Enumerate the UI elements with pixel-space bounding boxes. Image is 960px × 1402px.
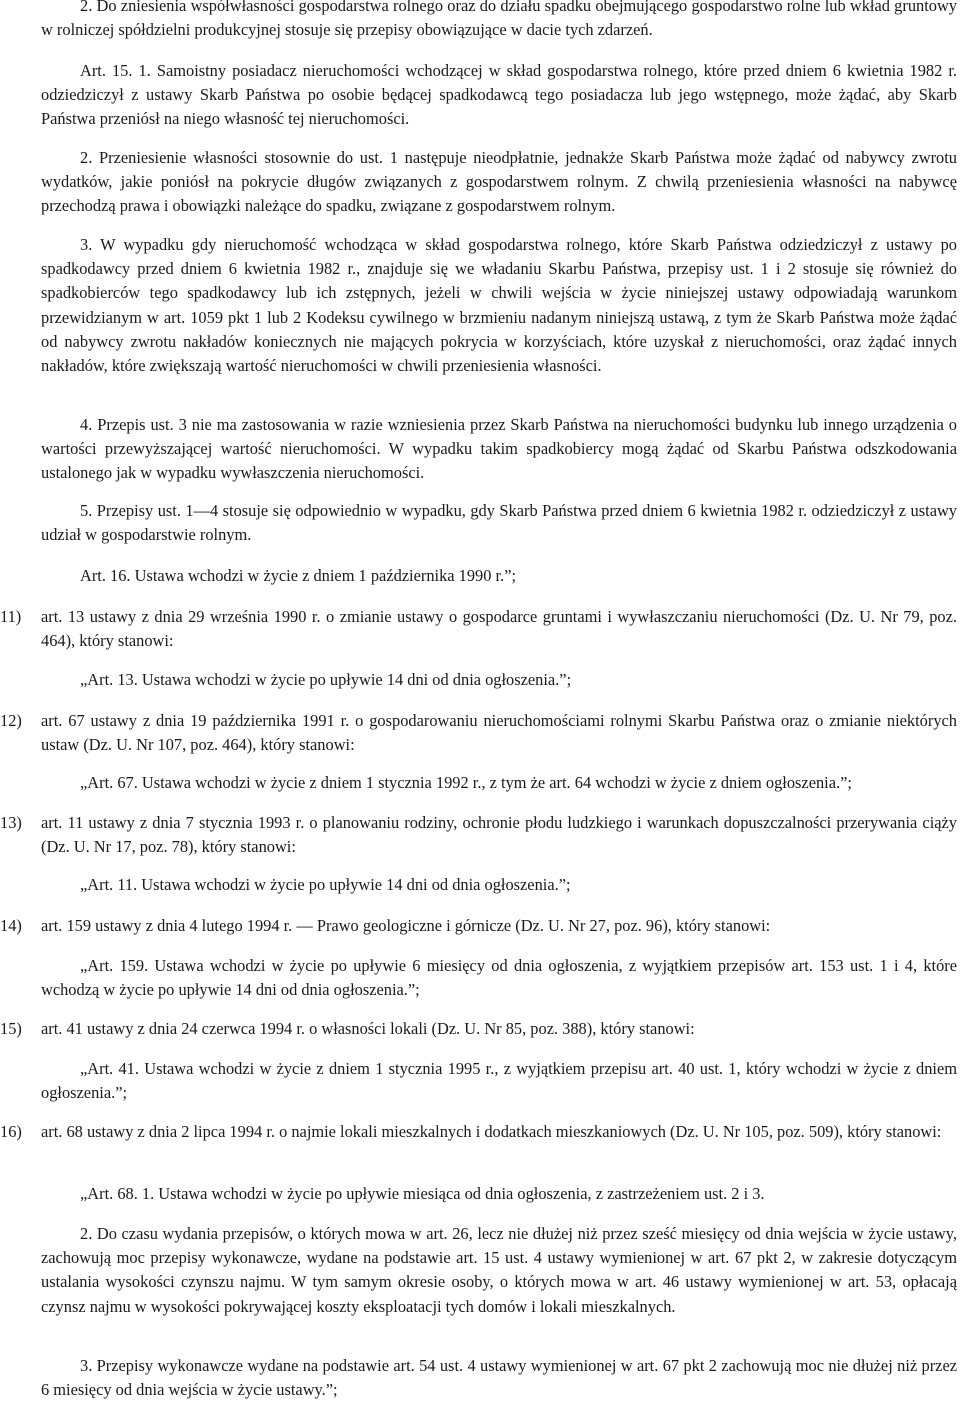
list-item-number: 13)	[0, 813, 22, 832]
list-item-text: art. 41 ustawy z dnia 24 czerwca 1994 r. o własności lokali (Dz. U. Nr 85, poz. 388), który stanowi:	[41, 1019, 695, 1038]
paragraph: „Art. 41. Ustawa wchodzi w życie z dniem 1 stycznia 1995 r., z wyjątkiem przepisu art. 40 ust. 1, który wchodzi w życie z dniem ogłoszenia.”;	[41, 1059, 957, 1103]
list-item-number: 11)	[0, 607, 22, 626]
paragraph: 3. Przepisy wykonawcze wydane na podstawie art. 54 ust. 4 ustawy wymienionej w art. 67 pkt 2 zachowują moc nie dłużej niż przez 6 miesięcy od dnia wejścia w życie ustawy.”;	[41, 1356, 957, 1400]
list-item-text: art. 159 ustawy z dnia 4 lutego 1994 r. — Prawo geologiczne i górnicze (Dz. U. Nr 27, poz. 96), który stanowi:	[41, 916, 771, 935]
list-item-number: 12)	[0, 711, 22, 730]
list-item-text: art. 68 ustawy z dnia 2 lipca 1994 r. o najmie lokali mieszkalnych i dodatkach mieszkaniowych (Dz. U. Nr 105, poz. 509), który stanowi:	[41, 1122, 942, 1141]
paragraph: Art. 16. Ustawa wchodzi w życie z dniem 1 października 1990 r.”;	[80, 566, 517, 585]
list-item-number: 14)	[0, 916, 22, 935]
paragraph: „Art. 159. Ustawa wchodzi w życie po upływie 6 miesięcy od dnia ogłoszenia, z wyjątkiem przepisów art. 153 ust. 1 i 4, które wchodzą w życie po upływie 14 dni od dnia ogłoszenia.”;	[41, 956, 957, 1000]
paragraph: „Art. 13. Ustawa wchodzi w życie po upływie 14 dni od dnia ogłoszenia.”;	[80, 670, 572, 689]
list-item-text: art. 67 ustawy z dnia 19 października 1991 r. o gospodarowaniu nieruchomościami rolnymi Skarbu Państwa oraz o zmianie niektórych ustaw (Dz. U. Nr 107, poz. 464), który stanowi:	[41, 711, 957, 755]
paragraph: 2. Do zniesienia współwłasności gospodarstwa rolnego oraz do działu spadku obejmującego gospodarstwo rolne lub wkład gruntowy w rolniczej spółdzielni produkcyjnej stosuje się przepisy obowiązujące w dacie tych zdarzeń.	[41, 0, 957, 40]
paragraph: 2. Przeniesienie własności stosownie do ust. 1 następuje nieodpłatnie, jednakże Skarb Państwa może żądać od nabywcy zwrotu wydatków, jakie poniósł na pokrycie długów związanych z gospodarstwem rolnym. Z chwilą przeniesienia własności na nabywcę przechodzą prawa i obowiązki należące do spadku, związane z gospodarstwem rolnym.	[41, 148, 957, 216]
paragraph: „Art. 11. Ustawa wchodzi w życie po upływie 14 dni od dnia ogłoszenia.”;	[80, 875, 571, 894]
paragraph: „Art. 67. Ustawa wchodzi w życie z dniem 1 stycznia 1992 r., z tym że art. 64 wchodzi w życie z dniem ogłoszenia.”;	[80, 773, 852, 792]
paragraph: 5. Przepisy ust. 1—4 stosuje się odpowiednio w wypadku, gdy Skarb Państwa przed dniem 6 kwietnia 1982 r. odziedziczył z ustawy udział w gospodarstwie rolnym.	[41, 501, 957, 545]
list-item-text: art. 11 ustawy z dnia 7 stycznia 1993 r. o planowaniu rodziny, ochronie płodu ludzkiego i warunkach dopuszczalności przerywania ciąży (Dz. U. Nr 17, poz. 78), który stanowi:	[41, 813, 957, 857]
paragraph: 3. W wypadku gdy nieruchomość wchodząca w skład gospodarstwa rolnego, które Skarb Państwa odziedziczył z ustawy po spadkodawcy przed dniem 6 kwietnia 1982 r., znajduje się we władaniu Skarbu Państwa, przepisy ust. 1 i 2 stosuje się również do spadkobierców tego spadkodawcy lub ich zstępnych, jeżeli w chwili wejścia w życie niniejszej ustawy odpowiadają warunkom przewidzianym w art. 1059 pkt 1 lub 2 Kodeksu cywilnego w brzmieniu nadanym niniejszą ustawą, z tym że Skarb Państwa może żądać od nabywcy zwrotu nakładów koniecznych nie mających pokrycia w korzyściach, które uzyskał z nieruchomości, oraz żądać innych nakładów, które zwiększają wartość nieruchomości w chwili przeniesienia własności.	[41, 235, 957, 376]
paragraph: „Art. 68. 1. Ustawa wchodzi w życie po upływie miesiąca od dnia ogłoszenia, z zastrzeżeniem ust. 2 i 3.	[80, 1184, 765, 1203]
list-item-text: art. 13 ustawy z dnia 29 września 1990 r. o zmianie ustawy o gospodarce gruntami i wywłaszczaniu nieruchomości (Dz. U. Nr 79, poz. 464), który stanowi:	[41, 607, 957, 651]
list-item-number: 16)	[0, 1122, 22, 1141]
paragraph: 4. Przepis ust. 3 nie ma zastosowania w razie wzniesienia przez Skarb Państwa na nieruchomości budynku lub innego urządzenia o wartości przewyższającej wartość nieruchomości. W wypadku takim spadkobiercy mogą żądać od Skarbu Państwa odszkodowania ustalonego jak w wypadku wywłaszczenia nieruchomości.	[41, 415, 957, 483]
list-item-number: 15)	[0, 1019, 22, 1038]
paragraph: 2. Do czasu wydania przepisów, o których mowa w art. 26, lecz nie dłużej niż przez sześć miesięcy od dnia wejścia w życie ustawy, zachowują moc przepisy wykonawcze, wydane na podstawie art. 15 ust. 4 ustawy wymienionej w art. 67 pkt 2, w zakresie dotyczącym ustalania wysokości czynszu najmu. W tym samym okresie osoby, o których mowa w art. 46 ustawy wymienionej w art. 53, opłacają czynsz najmu w wysokości pokrywającej koszty eksploatacji tych domów i lokali mieszkalnych.	[41, 1224, 957, 1316]
paragraph: Art. 15. 1. Samoistny posiadacz nieruchomości wchodzącej w skład gospodarstwa rolnego, które przed dniem 6 kwietnia 1982 r. odziedziczył z ustawy Skarb Państwa po osobie będącej spadkodawcą tego posiadacza lub jego wstępnego, może żądać, aby Skarb Państwa przeniósł na niego własność tej nieruchomości.	[41, 61, 957, 129]
